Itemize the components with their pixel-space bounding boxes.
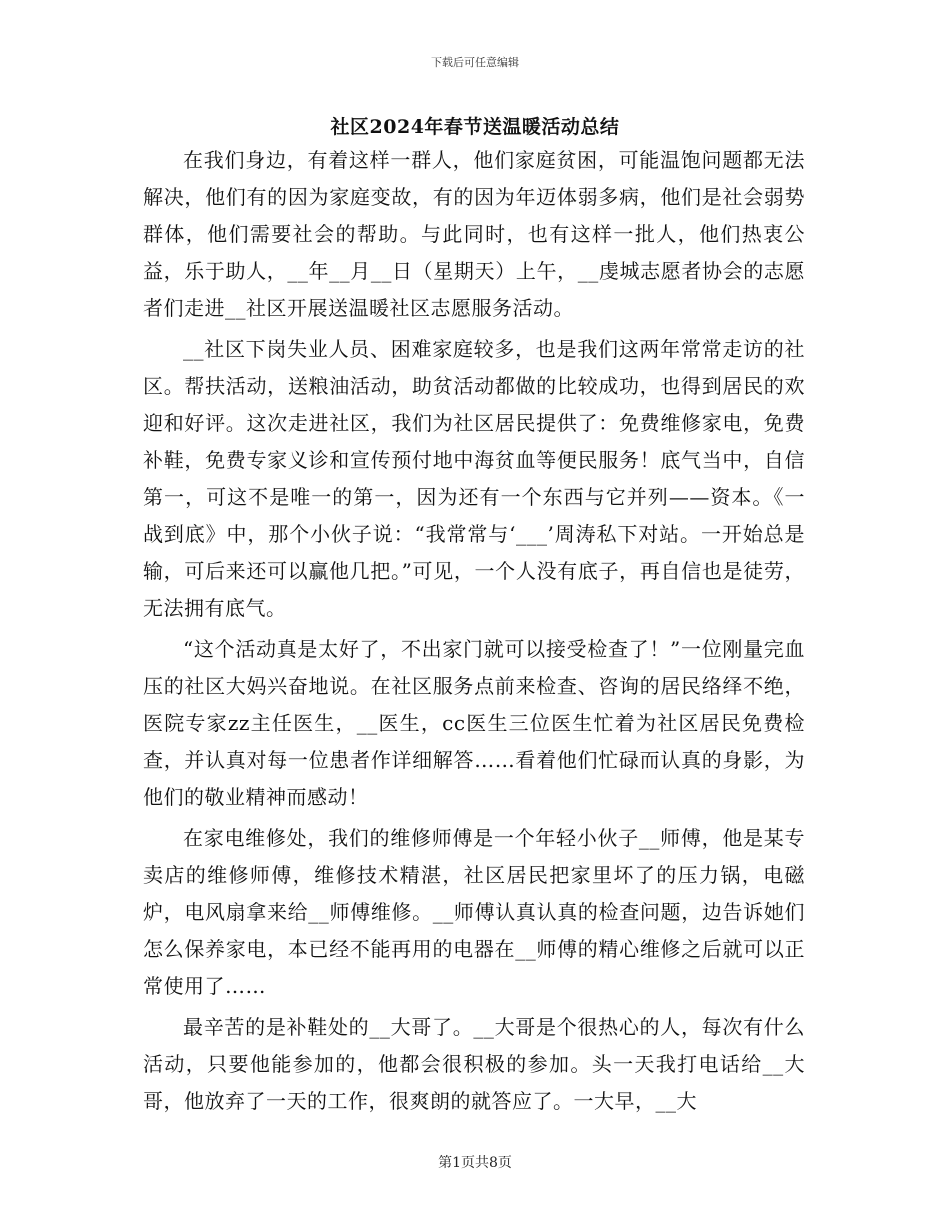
page-title: 社区2024年春节送温暖活动总结 (330, 116, 620, 138)
paragraph: 在我们身边，有着这样一群人，他们家庭贫困，可能温饱问题都无法解决，他们有的因为家庭变故，有的因为年迈体弱多病，他们是社会弱势群体，他们需要社会的帮助。与此同时，也有这样一批人，他们热衷公益，乐于助人，__年__月__日（星期天）上午，__虔城志愿者协会的志愿者们走进__社区开展送温暖社区志愿服务活动。 (143, 148, 805, 320)
paragraph: 在家电维修处，我们的维修师傅是一个年轻小伙子__师傅，他是某专卖店的维修师傅，维修技术精湛，社区居民把家里坏了的压力锅，电磁炉，电风扇拿来给__师傅维修。__师傅认真认真的检查问题，边告诉她们怎么保养家电，本已经不能再用的电器在__师傅的精心维修之后就可以正常使用了…… (143, 826, 805, 998)
header-note: 下载后可任意编辑 (431, 56, 519, 69)
paragraph: “这个活动真是太好了，不出家门就可以接受检查了！”一位刚量完血压的社区大妈兴奋地说。在社区服务点前来检查、咨询的居民络绎不绝，医院专家zz主任医生，__医生，cc医生三位医生忙着为社区居民免费检查，并认真对每一位患者作详细解答……看着他们忙碌而认真的身影，为他们的敬业精神而感动！ (143, 637, 805, 809)
paragraph: 最辛苦的是补鞋处的__大哥了。__大哥是个很热心的人，每次有什么活动，只要他能参加的，他都会很积极的参加。头一天我打电话给__大哥，他放弃了一天的工作，很爽朗的就答应了。一大早，__大 (143, 1015, 805, 1113)
paragraph: __社区下岗失业人员、困难家庭较多，也是我们这两年常常走访的社区。帮扶活动，送粮油活动，助贫活动都做的比较成功，也得到居民的欢迎和好评。这次走进社区，我们为社区居民提供了：免费维修家电，免费补鞋，免费专家义诊和宣传预付地中海贫血等便民服务！底气当中，自信第一，可这不是唯一的第一，因为还有一个东西与它并列——资本。《一战到底》中，那个小伙子说：“我常常与‘___’周涛私下对站。一开始总是输，可后来还可以赢他几把。”可见，一个人没有底子，再自信也是徒劳，无法拥有底气。 (143, 337, 805, 620)
document-body (143, 142, 805, 1124)
page-indicator: 第1页共8页 (438, 1155, 512, 1171)
